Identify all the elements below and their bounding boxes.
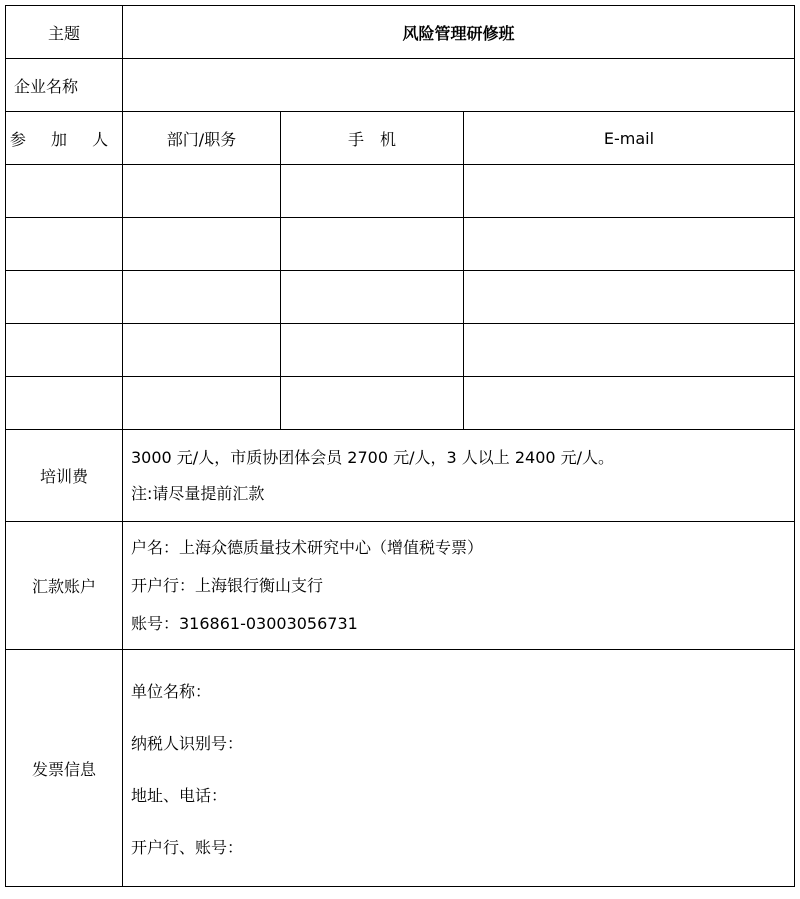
participant-email-cell[interactable] <box>464 377 795 430</box>
participant-phone-cell[interactable] <box>281 271 464 324</box>
fee-row <box>6 430 795 522</box>
account-line-name: 户名：上海众德质量技术研究中心（增值税专票） <box>131 537 484 557</box>
account-line-bank: 开户行：上海银行衡山支行 <box>131 575 324 595</box>
subject-row <box>6 6 795 59</box>
registration-table <box>5 5 795 887</box>
participant-department-cell[interactable] <box>123 218 281 271</box>
participant-name-cell[interactable] <box>6 218 123 271</box>
participant-department-cell[interactable] <box>123 324 281 377</box>
participant-name-cell[interactable] <box>6 271 123 324</box>
participant-name-cell[interactable] <box>6 377 123 430</box>
invoice-details[interactable] <box>123 650 795 887</box>
fee-line-price: 3000 元/人，市质协团体会员 2700 元/人，3 人以上 2400 元/人。 <box>131 447 615 467</box>
subject-label: 主题 <box>6 6 123 59</box>
column-header-email: E-mail <box>464 112 795 165</box>
invoice-line-address-phone: 地址、电话： <box>131 786 228 805</box>
participant-department-cell[interactable] <box>123 377 281 430</box>
participants-label: 参 加 人 <box>6 112 123 165</box>
participant-row <box>6 271 795 324</box>
company-row <box>6 59 795 112</box>
participant-email-cell[interactable] <box>464 271 795 324</box>
column-header-department: 部门/职务 <box>123 112 281 165</box>
subject-value[interactable]: 风险管理研修班 <box>123 6 795 59</box>
column-header-phone: 手 机 <box>281 112 464 165</box>
participant-department-cell[interactable] <box>123 165 281 218</box>
participant-row <box>6 165 795 218</box>
company-input-cell[interactable] <box>123 59 795 112</box>
participant-phone-cell[interactable] <box>281 218 464 271</box>
fee-line-note: 注:请尽量提前汇款 <box>131 483 265 503</box>
invoice-line-bank-account: 开户行、账号： <box>131 838 244 857</box>
registration-form <box>5 5 795 887</box>
participant-row <box>6 218 795 271</box>
fee-label: 培训费 <box>6 430 123 522</box>
participant-name-cell[interactable] <box>6 165 123 218</box>
account-row <box>6 522 795 650</box>
participant-phone-cell[interactable] <box>281 324 464 377</box>
participant-email-cell[interactable] <box>464 165 795 218</box>
participant-department-cell[interactable] <box>123 271 281 324</box>
invoice-label: 发票信息 <box>6 650 123 887</box>
invoice-row <box>6 650 795 887</box>
participant-email-cell[interactable] <box>464 218 795 271</box>
company-label: 企业名称 <box>6 59 123 112</box>
invoice-line-tax-id: 纳税人识别号： <box>131 734 244 753</box>
account-line-number: 账号：316861-03003056731 <box>131 613 358 633</box>
participant-phone-cell[interactable] <box>281 377 464 430</box>
account-label: 汇款账户 <box>6 522 123 650</box>
fee-details <box>123 430 795 522</box>
participant-email-cell[interactable] <box>464 324 795 377</box>
participant-row <box>6 377 795 430</box>
account-details <box>123 522 795 650</box>
participants-header-row <box>6 112 795 165</box>
invoice-line-company: 单位名称： <box>131 682 212 701</box>
participant-phone-cell[interactable] <box>281 165 464 218</box>
participant-name-cell[interactable] <box>6 324 123 377</box>
participant-row <box>6 324 795 377</box>
